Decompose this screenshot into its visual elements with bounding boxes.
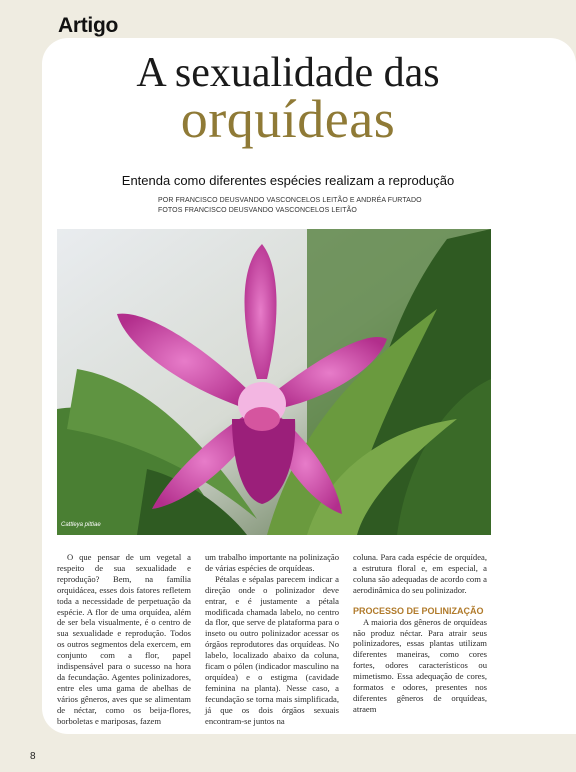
credits (158, 196, 422, 216)
paragraph: coluna. Para cada espécie de orquídea, a estrutura floral e, em especial, a coluna são adequadas de acordo com a aerodinâmica do seu polinizador. (353, 552, 487, 595)
article-subtitle: Entenda como diferentes espécies realizam a reprodução (121, 173, 455, 188)
paragraph: A maioria dos gêneros de orquídeas não produz néctar. Para atrair seus polinizadores, essas plantas utilizam diferentes maneiras, como cores fortes, odores característicos ou mimetismo. Essa adequação de cores, formatos e odores, presentes nos diferentes gêneros de orquídeas, atraem (353, 616, 487, 714)
paragraph: um trabalho importante na polinização de várias espécies de orquídeas. (205, 552, 339, 573)
orchid-photo (57, 229, 491, 535)
article-title-line2: orquídeas (180, 89, 396, 149)
page-number: 8 (30, 751, 36, 762)
photo-credit: FOTOS FRANCISCO DEUSVANDO VASCONCELOS LEITÃO (158, 207, 357, 214)
article-title-line1: A sexualidade das (136, 50, 440, 96)
text-column-1 (57, 552, 191, 727)
author-credit: POR FRANCISCO DEUSVANDO VASCONCELOS LEITÃO E ANDRÉA FURTADO (158, 197, 422, 204)
paragraph: Pétalas e sépalas parecem indicar a direção onde o polinizador deve entrar, e é justamente a pétala modificada chamada labelo, no centro da flor, que serve de plataforma para o inseto ou outro polinizador acessar os órgãos reprodutores das orquídeas. No labelo, localizado abaixo da coluna, ficam o pólen (indicador masculino na orquídea) e o estigma (cavidade feminina na planta). Nesse caso, a fecundação se torna mais simplificada, já que os dois órgãos sexuais encontram-se juntos na (205, 573, 339, 726)
photo-caption: Cattleya pittiae (61, 522, 101, 528)
text-column-3 (353, 552, 487, 715)
text-column-2 (205, 552, 339, 727)
section-heading: PROCESSO DE POLINIZAÇÃO (353, 605, 484, 616)
paragraph: O que pensar de um vegetal a respeito de sua sexualidade e reprodução? Bem, na família orquidácea, esses dois fatores refletem toda a necessidade de perpetuação da espécie. A flor de uma orquídea, além de ser bela visualmente, é o centro de sua sexualidade e reprodução. Todos os outros segmentos dela exercem, em conjunto com a flor, papel indispensável para o sucesso na hora da fecundação. Agentes polinizadores, entre eles uma gama de abelhas de vários gêneros, aves que se alimentam de néctar, como os beija-flores, borboletas e mariposas, fazem (57, 552, 191, 726)
section-label: Artigo (58, 14, 119, 37)
